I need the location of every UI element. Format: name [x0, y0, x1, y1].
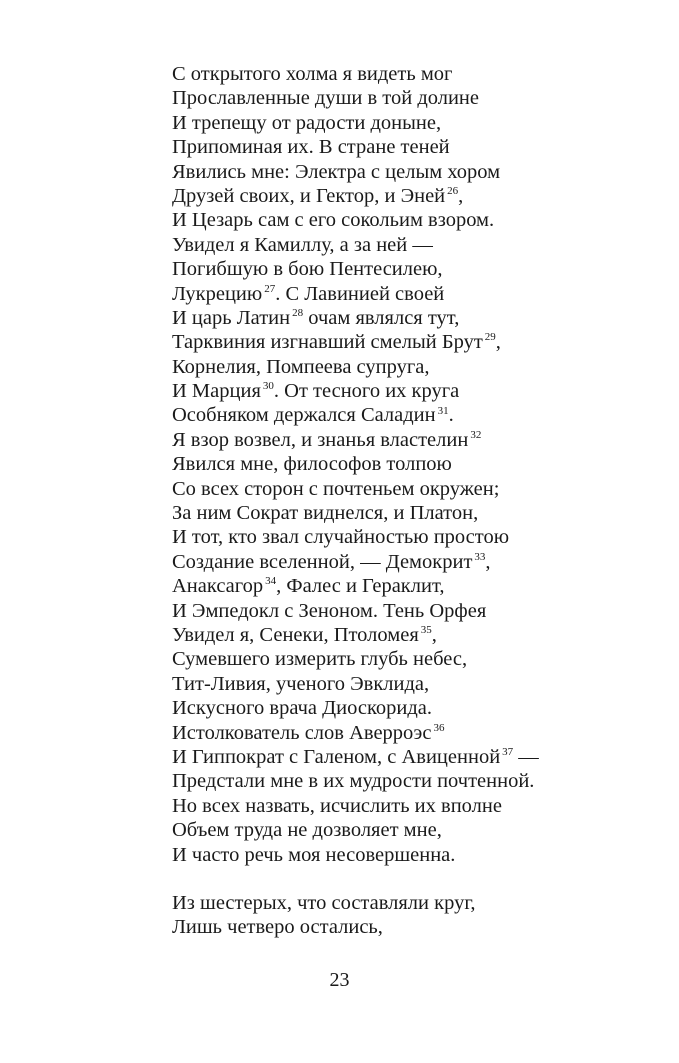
verse-text-continued: ,	[495, 331, 501, 354]
verse-text: Создание вселенной, — Демокрит	[172, 550, 473, 573]
verse-line	[172, 403, 632, 427]
verse-line	[172, 111, 632, 135]
verse-text-continued: . От тесного их круга	[273, 380, 460, 403]
footnote-marker: 26	[447, 185, 459, 198]
verse-text: Объем труда не дозволяет мне,	[172, 819, 442, 842]
footnote-marker: 37	[502, 746, 514, 759]
verse-line	[172, 208, 632, 232]
verse-text: Я взор возвел, и знанья властелин	[172, 428, 469, 451]
verse-text: Увидел я Камиллу, а за ней —	[172, 233, 433, 256]
verse-line	[172, 574, 632, 598]
verse-line	[172, 184, 632, 208]
verse-line	[172, 721, 632, 745]
verse-line	[172, 550, 632, 574]
footnote-marker: 33	[474, 550, 486, 563]
verse-text: Со всех сторон с почтеньем окружен;	[172, 477, 500, 500]
verse-text: Друзей своих, и Гектор, и Эней	[172, 184, 446, 207]
verse-line	[172, 160, 632, 184]
verse-text: И Эмпедокл с Зеноном. Тень Орфея	[172, 599, 487, 622]
verse-text: Припоминая их. В стране теней	[172, 136, 450, 159]
verse-text-continued: , Фалес и Гераклит,	[276, 575, 445, 598]
verse-text: И Марция	[172, 380, 261, 403]
verse-text-continued: —	[513, 745, 539, 768]
verse-text-continued: .	[448, 404, 454, 427]
verse-text-continued: ,	[458, 184, 464, 207]
verse-line	[172, 818, 632, 842]
verse-text: И тот, кто звал случайностью простою	[172, 526, 510, 549]
verse-line	[172, 769, 632, 793]
verse-text: Явился мне, философов толпою	[172, 453, 452, 476]
verse-text: Прославленные души в той долине	[172, 87, 479, 110]
verse-text: Истолкователь слов Аверроэс	[172, 721, 432, 744]
verse-line	[172, 525, 632, 549]
verse-line	[172, 794, 632, 818]
verse-text: Корнелия, Помпеева супруга,	[172, 355, 430, 378]
verse-text: Из шестерых, что составляли круг,	[172, 891, 476, 914]
verse-line	[172, 62, 632, 86]
verse-line	[172, 501, 632, 525]
verse-line	[172, 355, 632, 379]
verse-text: Тит-Ливия, ученого Эвклида,	[172, 672, 430, 695]
verse-text: И Цезарь сам с его сокольим взором.	[172, 209, 495, 232]
verse-text: Искусного врача Диоскорида.	[172, 697, 433, 720]
footnote-marker: 36	[433, 721, 445, 734]
verse-line	[172, 452, 632, 476]
verse-line	[172, 647, 632, 671]
footnote-marker: 29	[484, 331, 496, 344]
footnote-marker: 30	[262, 380, 274, 393]
verse-line	[172, 672, 632, 696]
verse-text: И часто речь моя несовершенна.	[172, 843, 456, 866]
verse-text-continued: ,	[485, 550, 491, 573]
footnote-marker: 35	[420, 624, 432, 637]
verse-line	[172, 379, 632, 403]
verse-line	[172, 282, 632, 306]
footnote-marker: 31	[437, 404, 449, 417]
verse-line	[172, 330, 632, 354]
verse-line	[172, 257, 632, 281]
verse-text: Предстали мне в их мудрости почтенной.	[172, 770, 535, 793]
verse-line	[172, 428, 632, 452]
verse-text: Увидел я, Сенеки, Птоломея	[172, 623, 419, 646]
verse-text-continued: ,	[431, 623, 437, 646]
verse-text: Сумевшего измерить глубь небес,	[172, 648, 468, 671]
verse-text: Погибшую в бою Пентесилею,	[172, 258, 443, 281]
verse-line	[172, 843, 632, 867]
verse-line	[172, 745, 632, 769]
page-number: 23	[329, 969, 350, 991]
verse-line	[172, 696, 632, 720]
verse-text-continued: . С Лавинией своей	[275, 282, 445, 305]
verse-text: И царь Латин	[172, 306, 291, 329]
verse-line	[172, 135, 632, 159]
stanza	[172, 891, 632, 940]
poem-text	[172, 62, 632, 940]
verse-line	[172, 623, 632, 647]
verse-text: И Гиппократ с Галеном, с Авиценной	[172, 745, 501, 768]
verse-line	[172, 599, 632, 623]
verse-text-continued: очам являлся тут,	[303, 306, 460, 329]
verse-text: За ним Сократ виднелся, и Платон,	[172, 502, 479, 525]
footnote-marker: 32	[470, 429, 482, 442]
footnote-marker: 27	[264, 282, 276, 295]
verse-text: Анаксагор	[172, 575, 264, 598]
footnote-marker: 34	[265, 575, 277, 588]
verse-line	[172, 86, 632, 110]
footnote-marker: 28	[292, 307, 304, 320]
verse-text: С открытого холма я видеть мог	[172, 63, 453, 85]
verse-text: Лишь четверо остались,	[172, 916, 383, 939]
stanza	[172, 62, 632, 867]
verse-line	[172, 891, 632, 915]
verse-line	[172, 233, 632, 257]
verse-text: Но всех назвать, исчислить их вполне	[172, 794, 502, 817]
verse-line	[172, 915, 632, 939]
verse-line	[172, 477, 632, 501]
verse-text: И трепещу от радости доныне,	[172, 111, 442, 134]
verse-text: Лукрецию	[172, 282, 263, 305]
verse-text: Явились мне: Электра с целым хором	[172, 160, 501, 183]
verse-text: Тарквиния изгнавший смелый Брут	[172, 331, 483, 354]
verse-line	[172, 306, 632, 330]
verse-text: Особняком держался Саладин	[172, 404, 436, 427]
